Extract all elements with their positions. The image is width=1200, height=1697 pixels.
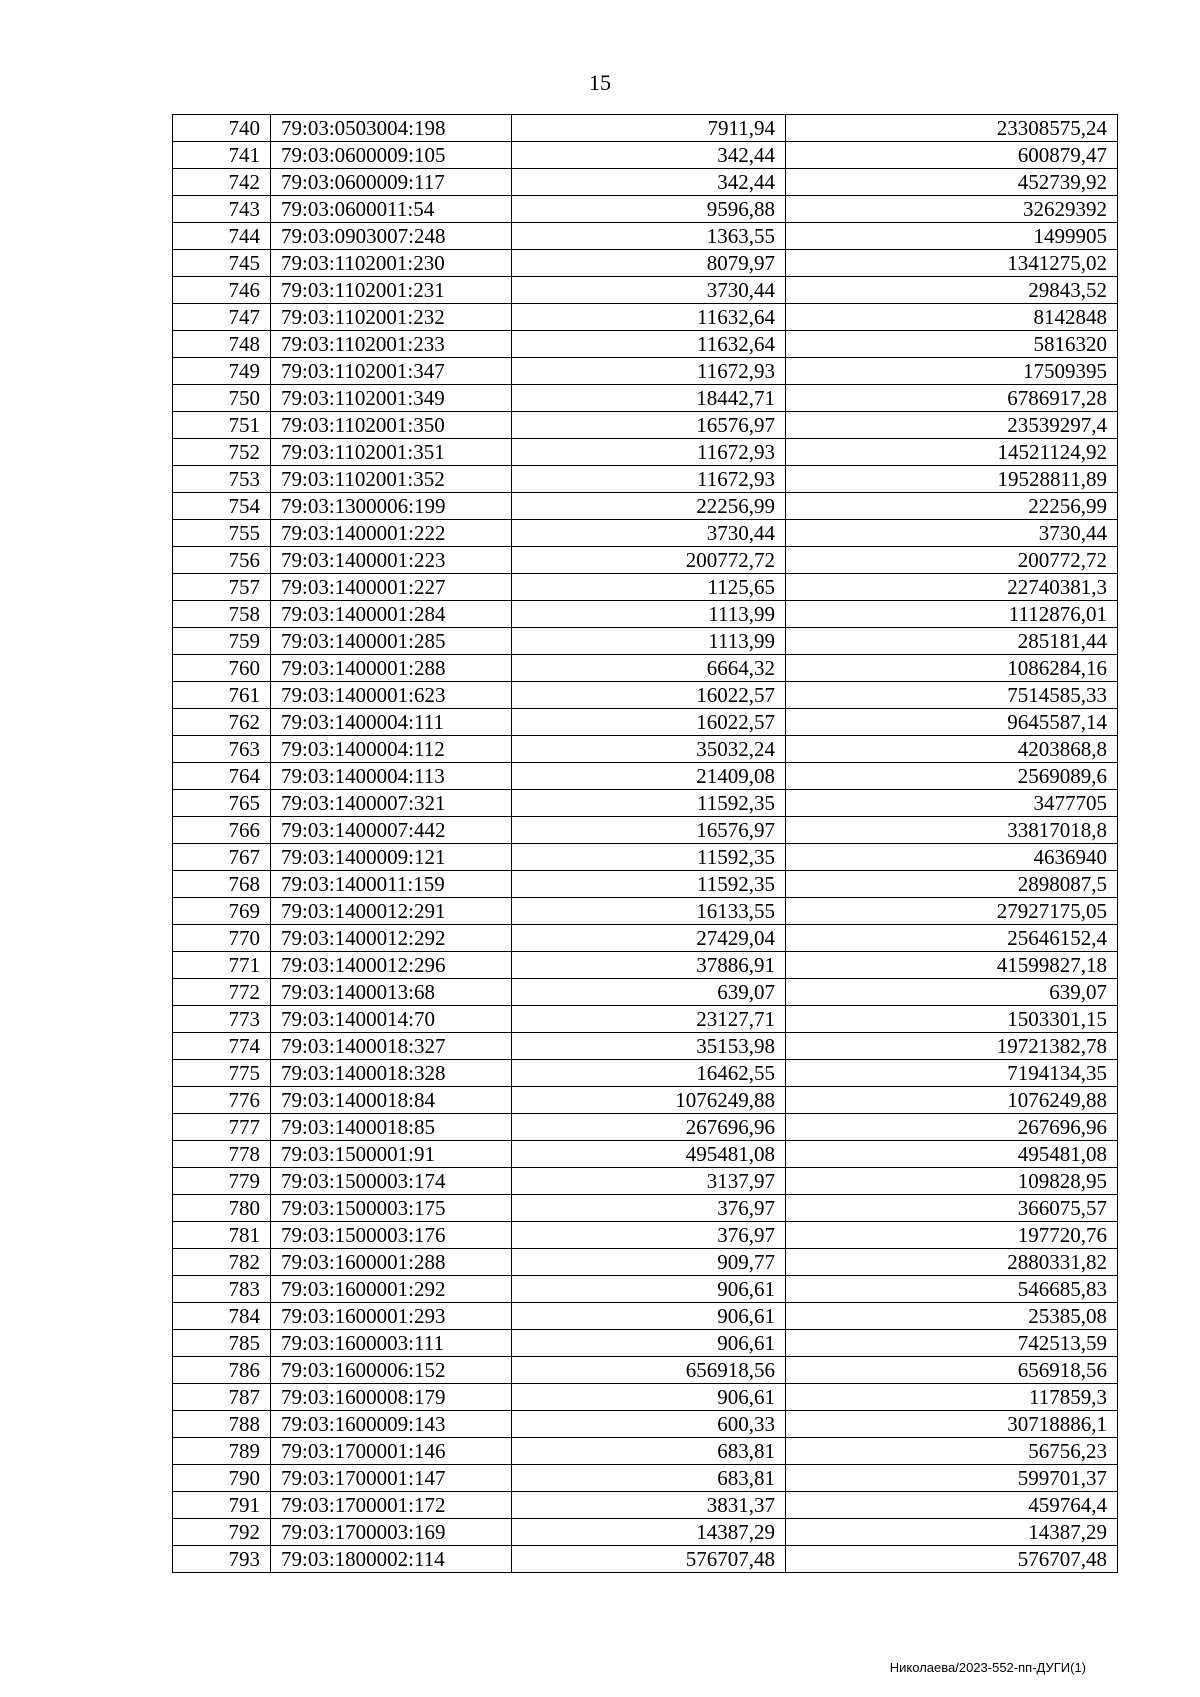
area-cell: 16576,97 (512, 412, 786, 439)
cadastral-value-cell: 117859,3 (786, 1384, 1118, 1411)
cadastral-number-cell: 79:03:1400012:292 (271, 925, 512, 952)
table-row (173, 1438, 1118, 1465)
cadastral-number-cell: 79:03:0600009:117 (271, 169, 512, 196)
row-number-cell: 745 (173, 250, 271, 277)
cadastral-value-cell: 25646152,4 (786, 925, 1118, 952)
cadastral-value-cell: 22740381,3 (786, 574, 1118, 601)
area-cell: 6664,32 (512, 655, 786, 682)
table-row (173, 1006, 1118, 1033)
table-row (173, 1276, 1118, 1303)
table-row (173, 520, 1118, 547)
table-row (173, 196, 1118, 223)
row-number-cell: 760 (173, 655, 271, 682)
cadastral-number-cell: 79:03:1400001:223 (271, 547, 512, 574)
area-cell: 1113,99 (512, 601, 786, 628)
cadastral-value-cell: 6786917,28 (786, 385, 1118, 412)
row-number-cell: 747 (173, 304, 271, 331)
cadastral-number-cell: 79:03:1600001:292 (271, 1276, 512, 1303)
cadastral-number-cell: 79:03:1400004:111 (271, 709, 512, 736)
cadastral-value-cell: 41599827,18 (786, 952, 1118, 979)
cadastral-value-cell: 1503301,15 (786, 1006, 1118, 1033)
row-number-cell: 782 (173, 1249, 271, 1276)
cadastral-number-cell: 79:03:1102001:233 (271, 331, 512, 358)
cadastral-number-cell: 79:03:1400001:288 (271, 655, 512, 682)
row-number-cell: 787 (173, 1384, 271, 1411)
row-number-cell: 792 (173, 1519, 271, 1546)
row-number-cell: 775 (173, 1060, 271, 1087)
table-row (173, 1492, 1118, 1519)
row-number-cell: 753 (173, 466, 271, 493)
cadastral-number-cell: 79:03:1400001:227 (271, 574, 512, 601)
area-cell: 14387,29 (512, 1519, 786, 1546)
row-number-cell: 762 (173, 709, 271, 736)
row-number-cell: 761 (173, 682, 271, 709)
cadastral-number-cell: 79:03:1102001:350 (271, 412, 512, 439)
cadastral-number-cell: 79:03:1102001:347 (271, 358, 512, 385)
area-cell: 600,33 (512, 1411, 786, 1438)
cadastral-number-cell: 79:03:1600003:111 (271, 1330, 512, 1357)
cadastral-number-cell: 79:03:1400007:442 (271, 817, 512, 844)
cadastral-value-cell: 3730,44 (786, 520, 1118, 547)
cadastral-number-cell: 79:03:1400001:285 (271, 628, 512, 655)
row-number-cell: 784 (173, 1303, 271, 1330)
row-number-cell: 754 (173, 493, 271, 520)
cadastral-number-cell: 79:03:1400001:222 (271, 520, 512, 547)
cadastral-value-cell: 30718886,1 (786, 1411, 1118, 1438)
cadastral-number-cell: 79:03:1500003:175 (271, 1195, 512, 1222)
cadastral-value-cell: 1112876,01 (786, 601, 1118, 628)
row-number-cell: 741 (173, 142, 271, 169)
area-cell: 376,97 (512, 1195, 786, 1222)
cadastral-value-table (172, 114, 1118, 1573)
area-cell: 906,61 (512, 1303, 786, 1330)
area-cell: 9596,88 (512, 196, 786, 223)
table-body (173, 115, 1118, 1573)
row-number-cell: 786 (173, 1357, 271, 1384)
area-cell: 7911,94 (512, 115, 786, 142)
area-cell: 342,44 (512, 142, 786, 169)
cadastral-value-cell: 599701,37 (786, 1465, 1118, 1492)
cadastral-number-cell: 79:03:0503004:198 (271, 115, 512, 142)
area-cell: 3831,37 (512, 1492, 786, 1519)
table-row (173, 412, 1118, 439)
cadastral-value-cell: 2880331,82 (786, 1249, 1118, 1276)
cadastral-value-cell: 452739,92 (786, 169, 1118, 196)
area-cell: 639,07 (512, 979, 786, 1006)
cadastral-value-cell: 197720,76 (786, 1222, 1118, 1249)
cadastral-value-cell: 29843,52 (786, 277, 1118, 304)
cadastral-value-cell: 1499905 (786, 223, 1118, 250)
area-cell: 11592,35 (512, 844, 786, 871)
cadastral-value-cell: 109828,95 (786, 1168, 1118, 1195)
row-number-cell: 759 (173, 628, 271, 655)
row-number-cell: 742 (173, 169, 271, 196)
cadastral-value-cell: 2898087,5 (786, 871, 1118, 898)
area-cell: 18442,71 (512, 385, 786, 412)
row-number-cell: 743 (173, 196, 271, 223)
table-row (173, 439, 1118, 466)
table-row (173, 952, 1118, 979)
row-number-cell: 757 (173, 574, 271, 601)
area-cell: 376,97 (512, 1222, 786, 1249)
table-row (173, 1249, 1118, 1276)
table-row (173, 1411, 1118, 1438)
cadastral-value-cell: 14387,29 (786, 1519, 1118, 1546)
row-number-cell: 780 (173, 1195, 271, 1222)
cadastral-number-cell: 79:03:1600001:293 (271, 1303, 512, 1330)
table-row (173, 1384, 1118, 1411)
table-row (173, 1357, 1118, 1384)
table-row (173, 628, 1118, 655)
area-cell: 16133,55 (512, 898, 786, 925)
area-cell: 267696,96 (512, 1114, 786, 1141)
area-cell: 1076249,88 (512, 1087, 786, 1114)
cadastral-value-cell: 459764,4 (786, 1492, 1118, 1519)
table-row (173, 1033, 1118, 1060)
row-number-cell: 740 (173, 115, 271, 142)
table-row (173, 601, 1118, 628)
row-number-cell: 770 (173, 925, 271, 952)
row-number-cell: 789 (173, 1438, 271, 1465)
cadastral-value-cell: 200772,72 (786, 547, 1118, 574)
cadastral-value-cell: 576707,48 (786, 1546, 1118, 1573)
cadastral-value-cell: 285181,44 (786, 628, 1118, 655)
table-row (173, 304, 1118, 331)
cadastral-number-cell: 79:03:1400001:623 (271, 682, 512, 709)
cadastral-value-cell: 8142848 (786, 304, 1118, 331)
cadastral-number-cell: 79:03:1102001:349 (271, 385, 512, 412)
row-number-cell: 744 (173, 223, 271, 250)
cadastral-number-cell: 79:03:1400014:70 (271, 1006, 512, 1033)
cadastral-value-cell: 546685,83 (786, 1276, 1118, 1303)
area-cell: 21409,08 (512, 763, 786, 790)
cadastral-number-cell: 79:03:1102001:352 (271, 466, 512, 493)
cadastral-number-cell: 79:03:1600008:179 (271, 1384, 512, 1411)
row-number-cell: 768 (173, 871, 271, 898)
row-number-cell: 750 (173, 385, 271, 412)
cadastral-value-cell: 9645587,14 (786, 709, 1118, 736)
table-row (173, 142, 1118, 169)
row-number-cell: 769 (173, 898, 271, 925)
table-row (173, 1060, 1118, 1087)
table-row (173, 844, 1118, 871)
area-cell: 11672,93 (512, 466, 786, 493)
area-cell: 11592,35 (512, 790, 786, 817)
row-number-cell: 772 (173, 979, 271, 1006)
row-number-cell: 771 (173, 952, 271, 979)
table-row (173, 1168, 1118, 1195)
row-number-cell: 781 (173, 1222, 271, 1249)
area-cell: 35032,24 (512, 736, 786, 763)
cadastral-number-cell: 79:03:1500003:174 (271, 1168, 512, 1195)
table-row (173, 1222, 1118, 1249)
cadastral-value-cell: 19528811,89 (786, 466, 1118, 493)
area-cell: 909,77 (512, 1249, 786, 1276)
area-cell: 683,81 (512, 1465, 786, 1492)
row-number-cell: 776 (173, 1087, 271, 1114)
table-row (173, 223, 1118, 250)
table-row (173, 979, 1118, 1006)
cadastral-number-cell: 79:03:0903007:248 (271, 223, 512, 250)
row-number-cell: 791 (173, 1492, 271, 1519)
cadastral-number-cell: 79:03:1102001:232 (271, 304, 512, 331)
table-row (173, 871, 1118, 898)
row-number-cell: 773 (173, 1006, 271, 1033)
table-row (173, 115, 1118, 142)
row-number-cell: 746 (173, 277, 271, 304)
cadastral-number-cell: 79:03:1400004:112 (271, 736, 512, 763)
table-row (173, 1330, 1118, 1357)
cadastral-number-cell: 79:03:0600011:54 (271, 196, 512, 223)
cadastral-value-cell: 23308575,24 (786, 115, 1118, 142)
cadastral-value-cell: 7514585,33 (786, 682, 1118, 709)
cadastral-value-cell: 1076249,88 (786, 1087, 1118, 1114)
cadastral-value-cell: 32629392 (786, 196, 1118, 223)
row-number-cell: 755 (173, 520, 271, 547)
row-number-cell: 779 (173, 1168, 271, 1195)
cadastral-value-cell: 742513,59 (786, 1330, 1118, 1357)
row-number-cell: 790 (173, 1465, 271, 1492)
table-row (173, 547, 1118, 574)
row-number-cell: 763 (173, 736, 271, 763)
cadastral-number-cell: 79:03:1400001:284 (271, 601, 512, 628)
cadastral-number-cell: 79:03:1400018:327 (271, 1033, 512, 1060)
cadastral-number-cell: 79:03:0600009:105 (271, 142, 512, 169)
area-cell: 3730,44 (512, 277, 786, 304)
cadastral-number-cell: 79:03:1400004:113 (271, 763, 512, 790)
cadastral-number-cell: 79:03:1400018:84 (271, 1087, 512, 1114)
row-number-cell: 785 (173, 1330, 271, 1357)
cadastral-number-cell: 79:03:1500003:176 (271, 1222, 512, 1249)
table-row (173, 1114, 1118, 1141)
cadastral-value-cell: 495481,08 (786, 1141, 1118, 1168)
area-cell: 906,61 (512, 1384, 786, 1411)
cadastral-value-cell: 7194134,35 (786, 1060, 1118, 1087)
table-row (173, 331, 1118, 358)
table-row (173, 1195, 1118, 1222)
cadastral-number-cell: 79:03:1400012:296 (271, 952, 512, 979)
area-cell: 16462,55 (512, 1060, 786, 1087)
cadastral-number-cell: 79:03:1102001:351 (271, 439, 512, 466)
row-number-cell: 783 (173, 1276, 271, 1303)
area-cell: 23127,71 (512, 1006, 786, 1033)
area-cell: 906,61 (512, 1276, 786, 1303)
area-cell: 3137,97 (512, 1168, 786, 1195)
cadastral-value-cell: 366075,57 (786, 1195, 1118, 1222)
area-cell: 11592,35 (512, 871, 786, 898)
cadastral-number-cell: 79:03:1600006:152 (271, 1357, 512, 1384)
cadastral-number-cell: 79:03:1400018:85 (271, 1114, 512, 1141)
area-cell: 1125,65 (512, 574, 786, 601)
row-number-cell: 766 (173, 817, 271, 844)
row-number-cell: 774 (173, 1033, 271, 1060)
cadastral-number-cell: 79:03:1400012:291 (271, 898, 512, 925)
cadastral-value-cell: 33817018,8 (786, 817, 1118, 844)
table-row (173, 763, 1118, 790)
cadastral-value-cell: 3477705 (786, 790, 1118, 817)
table-row (173, 385, 1118, 412)
cadastral-number-cell: 79:03:1102001:231 (271, 277, 512, 304)
table-row (173, 655, 1118, 682)
cadastral-value-cell: 267696,96 (786, 1114, 1118, 1141)
cadastral-number-cell: 79:03:1300006:199 (271, 493, 512, 520)
cadastral-value-cell: 19721382,78 (786, 1033, 1118, 1060)
table-row (173, 817, 1118, 844)
table-row (173, 736, 1118, 763)
cadastral-number-cell: 79:03:1400009:121 (271, 844, 512, 871)
table-row (173, 1519, 1118, 1546)
cadastral-value-cell: 23539297,4 (786, 412, 1118, 439)
cadastral-value-cell: 2569089,6 (786, 763, 1118, 790)
table-row (173, 169, 1118, 196)
cadastral-number-cell: 79:03:1800002:114 (271, 1546, 512, 1573)
table-row (173, 709, 1118, 736)
table-row (173, 358, 1118, 385)
cadastral-number-cell: 79:03:1400013:68 (271, 979, 512, 1006)
cadastral-number-cell: 79:03:1700001:146 (271, 1438, 512, 1465)
row-number-cell: 758 (173, 601, 271, 628)
area-cell: 200772,72 (512, 547, 786, 574)
area-cell: 342,44 (512, 169, 786, 196)
table-row (173, 277, 1118, 304)
area-cell: 576707,48 (512, 1546, 786, 1573)
cadastral-value-cell: 56756,23 (786, 1438, 1118, 1465)
table-row (173, 1303, 1118, 1330)
area-cell: 11672,93 (512, 358, 786, 385)
row-number-cell: 778 (173, 1141, 271, 1168)
area-cell: 16576,97 (512, 817, 786, 844)
cadastral-value-cell: 5816320 (786, 331, 1118, 358)
cadastral-value-cell: 1341275,02 (786, 250, 1118, 277)
area-cell: 37886,91 (512, 952, 786, 979)
cadastral-number-cell: 79:03:1400018:328 (271, 1060, 512, 1087)
table-row (173, 1141, 1118, 1168)
table-row (173, 493, 1118, 520)
area-cell: 11632,64 (512, 331, 786, 358)
cadastral-number-cell: 79:03:1400007:321 (271, 790, 512, 817)
cadastral-value-cell: 4203868,8 (786, 736, 1118, 763)
row-number-cell: 751 (173, 412, 271, 439)
area-cell: 1113,99 (512, 628, 786, 655)
cadastral-number-cell: 79:03:1400011:159 (271, 871, 512, 898)
area-cell: 906,61 (512, 1330, 786, 1357)
area-cell: 16022,57 (512, 709, 786, 736)
area-cell: 27429,04 (512, 925, 786, 952)
table-row (173, 925, 1118, 952)
area-cell: 495481,08 (512, 1141, 786, 1168)
table-row (173, 682, 1118, 709)
cadastral-number-cell: 79:03:1600009:143 (271, 1411, 512, 1438)
cadastral-value-cell: 22256,99 (786, 493, 1118, 520)
cadastral-value-cell: 17509395 (786, 358, 1118, 385)
row-number-cell: 749 (173, 358, 271, 385)
cadastral-value-cell: 656918,56 (786, 1357, 1118, 1384)
row-number-cell: 756 (173, 547, 271, 574)
area-cell: 22256,99 (512, 493, 786, 520)
cadastral-value-cell: 14521124,92 (786, 439, 1118, 466)
cadastral-number-cell: 79:03:1600001:288 (271, 1249, 512, 1276)
row-number-cell: 765 (173, 790, 271, 817)
cadastral-value-cell: 1086284,16 (786, 655, 1118, 682)
cadastral-number-cell: 79:03:1700003:169 (271, 1519, 512, 1546)
table-row (173, 574, 1118, 601)
table-row (173, 1546, 1118, 1573)
cadastral-value-cell: 600879,47 (786, 142, 1118, 169)
area-cell: 656918,56 (512, 1357, 786, 1384)
area-cell: 11632,64 (512, 304, 786, 331)
page-number: 15 (589, 70, 611, 95)
row-number-cell: 764 (173, 763, 271, 790)
area-cell: 35153,98 (512, 1033, 786, 1060)
row-number-cell: 793 (173, 1546, 271, 1573)
cadastral-number-cell: 79:03:1102001:230 (271, 250, 512, 277)
cadastral-value-cell: 27927175,05 (786, 898, 1118, 925)
cadastral-value-cell: 639,07 (786, 979, 1118, 1006)
area-cell: 683,81 (512, 1438, 786, 1465)
area-cell: 8079,97 (512, 250, 786, 277)
table-row (173, 466, 1118, 493)
cadastral-number-cell: 79:03:1700001:147 (271, 1465, 512, 1492)
area-cell: 16022,57 (512, 682, 786, 709)
table-row (173, 898, 1118, 925)
area-cell: 11672,93 (512, 439, 786, 466)
document-reference: Николаева/2023-552-пп-ДУГИ(1) (889, 1660, 1086, 1675)
area-cell: 1363,55 (512, 223, 786, 250)
cadastral-number-cell: 79:03:1700001:172 (271, 1492, 512, 1519)
row-number-cell: 777 (173, 1114, 271, 1141)
cadastral-value-cell: 25385,08 (786, 1303, 1118, 1330)
cadastral-value-cell: 4636940 (786, 844, 1118, 871)
table-row (173, 1087, 1118, 1114)
cadastral-number-cell: 79:03:1500001:91 (271, 1141, 512, 1168)
table-row (173, 1465, 1118, 1492)
row-number-cell: 767 (173, 844, 271, 871)
area-cell: 3730,44 (512, 520, 786, 547)
row-number-cell: 748 (173, 331, 271, 358)
row-number-cell: 788 (173, 1411, 271, 1438)
table-row (173, 790, 1118, 817)
table-row (173, 250, 1118, 277)
row-number-cell: 752 (173, 439, 271, 466)
